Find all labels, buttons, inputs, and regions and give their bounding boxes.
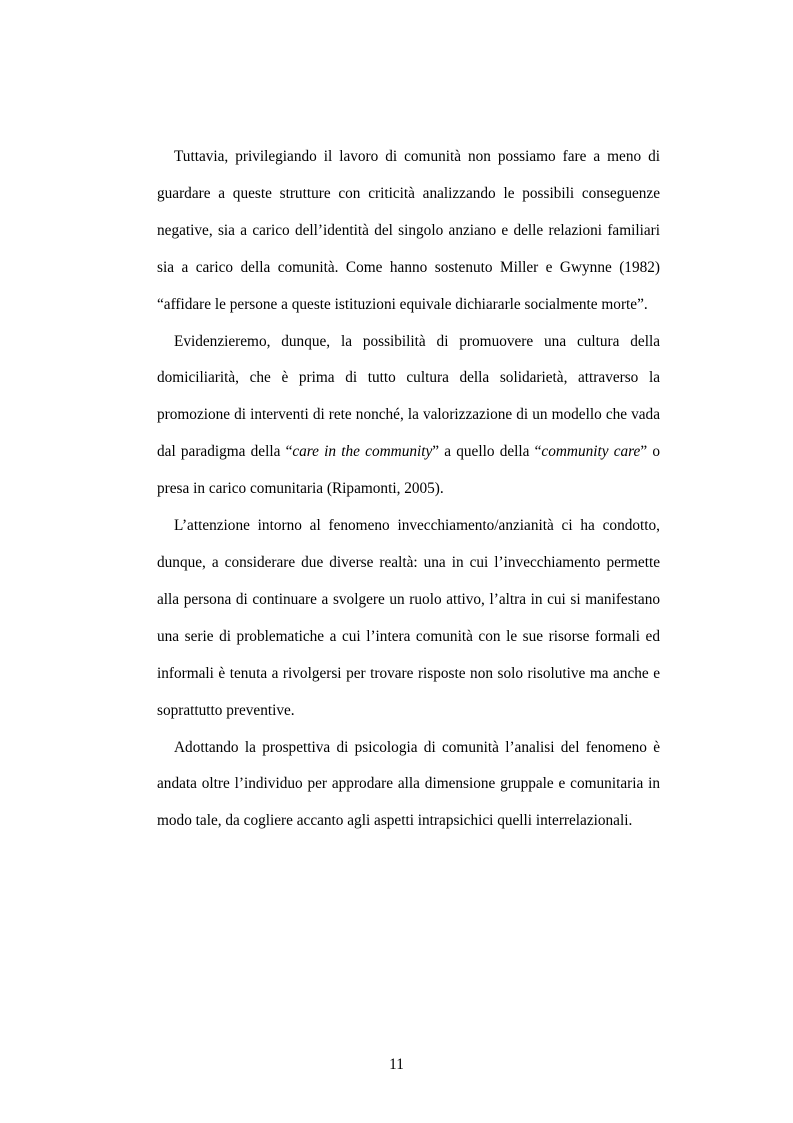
paragraph-4: Adottando la prospettiva di psicologia di comunità l’analisi del fenomeno è andata oltre l’individuo per approdare alla dimensione gruppale e comunitaria in modo tale, da cogliere accanto agli aspetti intrapsichici quelli interrelazionali.: [157, 738, 660, 830]
paragraph-1: Tuttavia, privilegiando il lavoro di comunità non possiamo fare a meno di guardare a queste strutture con criticità analizzando le possibili conseguenze negative, sia a carico dell’identità del singolo anziano e delle relazioni familiari sia a carico della comunità. Come hanno sostenuto Miller e Gwynne (1982) “affidare le persone a queste istituzioni equivale dichiararle socialmente morte”.: [157, 148, 660, 313]
paragraph-2-text-2: ” a quello della “: [432, 443, 542, 461]
paragraph-2: [157, 324, 660, 509]
paragraph-2-text-1: Evidenzieremo, dunque, la possibilità di promuovere una cultura della domiciliarità, che è prima di tutto cultura della solidarietà, attraverso la promozione di interventi di rete nonché, la valorizzazione di un modello che vada dal paradigma della “: [157, 332, 660, 461]
paragraph-2-text-3: ” o presa in carico comunitaria (Ripamonti, 2005).: [157, 443, 660, 498]
paragraph-3: L’attenzione intorno al fenomeno invecchiamento/anzianità ci ha condotto, dunque, a considerare due diverse realtà: una in cui l’invecchiamento permette alla persona di continuare a svolgere un ruolo attivo, l’altra in cui si manifestano una serie di problematiche a cui l’intera comunità con le sue risorse formali ed informali è tenuta a rivolgersi per trovare risposte non solo risolutive ma anche e soprattutto preventive.: [157, 517, 660, 719]
paragraph-2-italic-1: care in the community: [292, 443, 433, 461]
paragraph-2-italic-2: community care: [541, 443, 641, 461]
page-number: 11: [389, 1056, 404, 1073]
body-text: [157, 139, 660, 840]
